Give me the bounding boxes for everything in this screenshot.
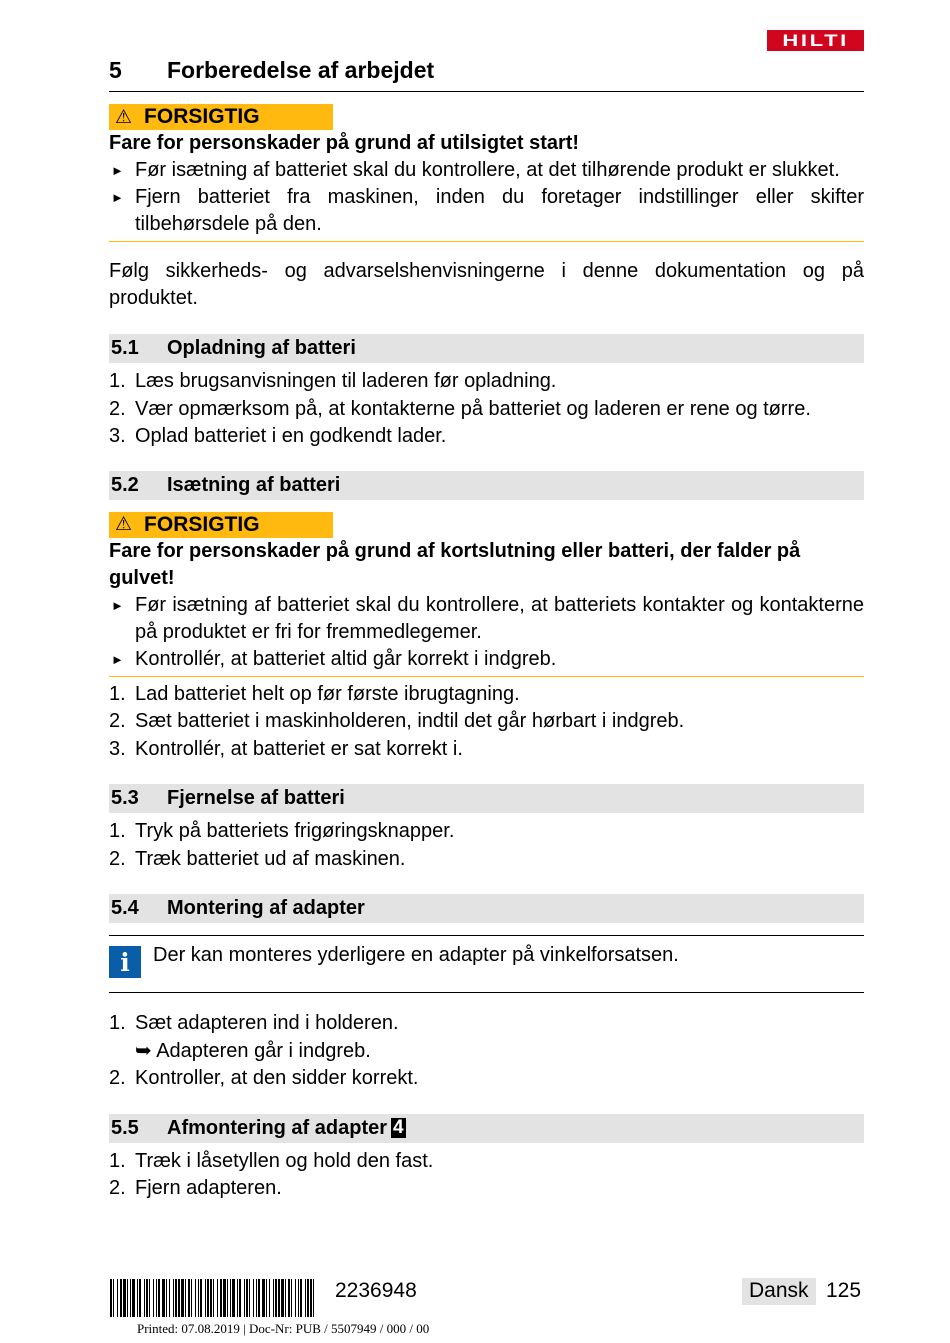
list-item: 2. Kontroller, at den sidder korrekt.: [109, 1067, 419, 1089]
barcode-bar: [123, 1279, 126, 1317]
barcode-bar: [158, 1279, 160, 1317]
list-item: 3. Oplad batteriet i en godkendt lader.: [109, 425, 447, 447]
printed-line: Printed: 07.08.2019 | Doc-Nr: PUB / 5507949 / 000 / 00: [137, 1321, 430, 1336]
info-text: Der kan monteres yderligere en adapter på vinkelforsatsen.: [153, 944, 679, 966]
barcode-bar: [239, 1279, 241, 1317]
barcode-bar: [195, 1279, 196, 1317]
barcode-bar: [273, 1279, 274, 1317]
barcode-bar: [256, 1279, 257, 1317]
list-item: 2. Vær opmærksom på, at kontakterne på batteriet og laderen er rene og tørre.: [109, 397, 811, 420]
barcode-bar: [275, 1279, 277, 1317]
barcode-bar: [230, 1279, 231, 1317]
list-item: 1. Træk i låsetyllen og hold den fast.: [109, 1149, 434, 1172]
steps-5-3: [109, 818, 864, 873]
barcode-bar: [262, 1279, 265, 1317]
barcode-bar: [223, 1279, 226, 1317]
barcode-bar: [300, 1279, 302, 1317]
bullet-arrow-icon: ►: [111, 597, 124, 613]
steps-5-4: [109, 1010, 864, 1093]
barcode-bar: [285, 1279, 286, 1317]
footer-language: Dansk: [742, 1278, 816, 1305]
info-icon: i: [109, 946, 141, 978]
section-heading-5-5: 5.5 Afmontering af adapter 4: [109, 1114, 864, 1143]
list-item: ► Kontrollér, at batteriet altid går korrekt i indgreb.: [109, 646, 864, 673]
barcode-bar: [278, 1279, 280, 1317]
barcode-bar: [156, 1279, 157, 1317]
barcode-bar: [137, 1279, 138, 1317]
steps-5-5: [109, 1148, 864, 1203]
list-item: 1. Lad batteriet helt op før første ibrugtagning.: [109, 682, 520, 705]
warning-bullets: [109, 592, 864, 673]
list-item: 3. Kontrollér, at batteriet er sat korrekt i.: [109, 737, 463, 760]
barcode-bar: [298, 1279, 299, 1317]
barcode-bar: [188, 1279, 190, 1317]
barcode-bar: [205, 1279, 206, 1317]
barcode-bar: [169, 1279, 170, 1317]
steps-5-2: [109, 681, 864, 764]
barcode-bar: [281, 1279, 284, 1317]
barcode-bar: [178, 1279, 180, 1317]
chapter-title: Forberedelse af arbejdet: [167, 57, 435, 83]
barcode-bar: [210, 1279, 212, 1317]
intro-paragraph: Følg sikkerheds- og advarselshenvisningerne i denne dokumentation og på produktet.: [109, 260, 864, 309]
barcode-bar: [175, 1279, 177, 1317]
barcode-bar: [288, 1279, 290, 1317]
barcode-bar: [307, 1279, 309, 1317]
list-item: 2. Sæt batteriet i maskinholderen, indtil det går hørbart i indgreb.: [109, 710, 685, 732]
barcode-bar: [132, 1279, 135, 1317]
barcode-bar: [266, 1279, 267, 1317]
barcode-bar: [269, 1279, 270, 1317]
bullet-arrow-icon: ►: [111, 163, 124, 178]
barcode-bar: [213, 1279, 214, 1317]
list-item: 1. Sæt adapteren ind i holderen.: [109, 1012, 399, 1034]
warning-block: [109, 130, 864, 242]
barcode-bar: [127, 1279, 128, 1317]
barcode-bar: [295, 1279, 296, 1317]
barcode-bar: [120, 1279, 122, 1317]
footer-code: 2236948: [335, 1279, 417, 1302]
barcode-bar: [149, 1279, 150, 1317]
warning-triangle-icon: ⚠: [115, 106, 133, 128]
warning-label: ⚠ FORSIGTIG: [109, 512, 333, 538]
hilti-logo: HILTI: [767, 30, 864, 51]
barcode-bar: [153, 1279, 154, 1317]
barcode-bar: [237, 1279, 238, 1317]
barcode-bar: [220, 1279, 222, 1317]
list-item: 1. Tryk på batteriets frigøringsknapper.: [109, 820, 455, 842]
barcode-bar: [310, 1279, 312, 1317]
bullet-arrow-icon: ►: [111, 190, 124, 205]
section-heading-5-3: 5.3 Fjernelse af batteri: [109, 784, 864, 813]
warning-title: Fare for personskader på grund af utilsigtet start!: [109, 132, 580, 154]
list-item: 1. Læs brugsanvisningen til laderen før opladning.: [109, 370, 557, 392]
barcode-bar: [246, 1279, 248, 1317]
barcode-bar: [227, 1279, 228, 1317]
list-item: 2. Fjern adapteren.: [109, 1177, 282, 1199]
bullet-arrow-icon: ►: [111, 651, 124, 667]
barcode-bar: [244, 1279, 245, 1317]
warning-bullets: [109, 157, 864, 238]
page-number: 125: [826, 1279, 862, 1302]
warning-title: Fare for personskader på grund af kortslutning eller batteri, der falder på gulvet!: [109, 539, 801, 589]
steps-5-1: [109, 368, 864, 451]
barcode-bar: [113, 1279, 114, 1317]
barcode-bar: [305, 1279, 306, 1317]
barcode-bar: [130, 1279, 131, 1317]
barcode-bar: [166, 1279, 167, 1317]
barcode-bar: [191, 1279, 192, 1317]
barcode-bar: [217, 1279, 218, 1317]
chapter-number: 5: [109, 57, 122, 83]
barcode-bar: [253, 1279, 254, 1317]
warning-block: [109, 538, 864, 677]
section-heading-5-1: 5.1 Opladning af batteri: [109, 334, 864, 363]
chapter-heading: [109, 57, 864, 92]
barcode-bar: [207, 1279, 209, 1317]
barcode-bar: [200, 1279, 202, 1317]
warning-triangle-icon: ⚠: [115, 514, 133, 535]
list-item: ► Før isætning af batteriet skal du kontrollere, at batteriets kontakter og kontakterne på produktet er fri for fremmedlegemer.: [111, 593, 864, 643]
list-item: ► Fjern batteriet fra maskinen, inden du foretager indstillinger eller skifter tilbehørsdele på den.: [111, 186, 864, 235]
barcode-bar: [144, 1279, 145, 1317]
barcode-bar: [117, 1279, 118, 1317]
list-item: 2. Træk batteriet ud af maskinen.: [109, 847, 406, 870]
info-note: [109, 935, 864, 993]
barcode-bar: [139, 1279, 141, 1317]
result-arrow-icon: ➥: [135, 1039, 157, 1062]
barcode-bar: [313, 1279, 314, 1317]
barcode-bar: [291, 1279, 292, 1317]
barcode-bar: [110, 1279, 112, 1317]
figure-reference: 4: [393, 1117, 404, 1138]
warning-label: ⚠ FORSIGTIG: [109, 104, 333, 130]
section-heading-5-2: 5.2 Isætning af batteri: [109, 471, 864, 500]
page-content: [109, 57, 864, 1203]
barcode-bar: [173, 1279, 174, 1317]
section-heading-5-4: 5.4 Montering af adapter: [109, 894, 864, 923]
barcode-bar: [249, 1279, 250, 1317]
barcode-bar: [181, 1279, 184, 1317]
barcode-bar: [185, 1279, 186, 1317]
result-line: ➥ Adapteren går i indgreb.: [135, 1039, 371, 1062]
barcode: [110, 1279, 315, 1317]
list-item: ► Før isætning af batteriet skal du kontrollere, at det tilhørende produkt er slukket.: [109, 157, 864, 184]
barcode-bar: [198, 1279, 199, 1317]
barcode-bar: [162, 1279, 165, 1317]
barcode-bar: [146, 1279, 148, 1317]
barcode-bar: [232, 1279, 235, 1317]
barcode-bar: [258, 1279, 260, 1317]
